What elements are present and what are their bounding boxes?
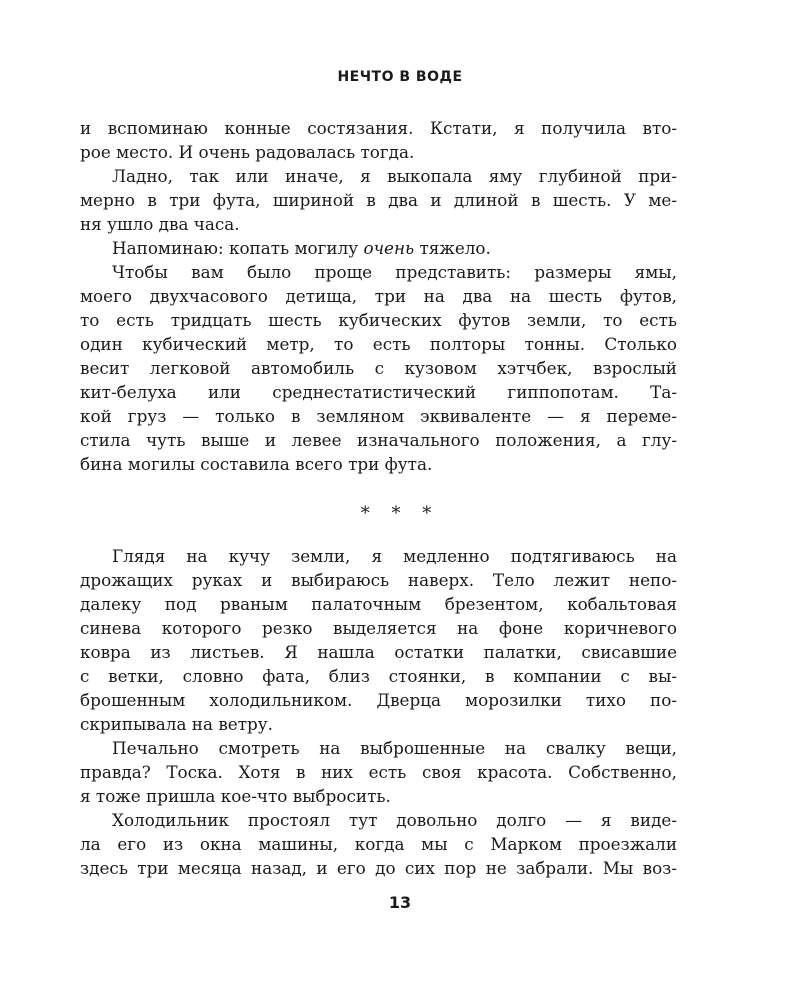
- text-line: дрожащих руках и выбираюсь наверх. Тело лежит непо-: [80, 570, 677, 590]
- text-line: ла его из окна машины, когда мы с Марком проезжали: [80, 834, 677, 854]
- running-title: НЕЧТО В ВОДЕ: [337, 69, 463, 85]
- text-line: с ветки, словно фата, близ стоянки, в компании с вы-: [80, 666, 677, 686]
- text-line: и вспоминаю конные состязания. Кстати, я получила вто-: [80, 118, 677, 138]
- text-line: Печально смотреть на выброшенные на свалку вещи,: [112, 738, 677, 758]
- text-block-2: [80, 544, 677, 880]
- text-line: бина могилы составила всего три фута.: [80, 454, 433, 474]
- page-number: 13: [388, 893, 412, 912]
- text-segment: тяжело.: [414, 238, 491, 258]
- text-line: Глядя на кучу земли, я медленно подтягиваюсь на: [112, 546, 677, 566]
- text-line: кой груз — только в земляном эквиваленте — я переме-: [80, 406, 677, 426]
- text-line: я тоже пришла кое-что выбросить.: [80, 786, 391, 806]
- text-line: Ладно, так или иначе, я выкопала яму глубиной при-: [112, 166, 677, 186]
- text-line: Чтобы вам было проще представить: размеры ямы,: [112, 262, 677, 282]
- text-segment: Напоминаю: копать могилу: [112, 238, 364, 258]
- text-line: здесь три месяца назад, и его до сих пор не забрали. Мы воз-: [80, 858, 677, 878]
- text-line: моего двухчасового детища, три на два на шесть футов,: [80, 286, 677, 306]
- text-line: скрипывала на ветру.: [80, 714, 273, 734]
- text-line: ковра из листьев. Я нашла остатки палатки, свисавшие: [80, 642, 677, 662]
- text-line: синева которого резко выделяется на фоне коричневого: [80, 618, 677, 638]
- text-line: рое место. И очень радовалась тогда.: [80, 142, 415, 162]
- text-line: [80, 236, 677, 260]
- text-line: далеку под рваным палаточным брезентом, кобальтовая: [80, 594, 677, 614]
- text-line: брошенным холодильником. Дверца морозилки тихо по-: [80, 690, 677, 710]
- text-line: стила чуть выше и левее изначального положения, а глу-: [80, 430, 677, 450]
- text-block-1: [80, 116, 677, 476]
- text-line: ня ушло два часа.: [80, 214, 240, 234]
- emphasized-word: очень: [363, 238, 415, 258]
- text-line: один кубический метр, то есть полторы тонны. Столько: [80, 334, 677, 354]
- text-line: то есть тридцать шесть кубических футов земли, то есть: [80, 310, 677, 330]
- text-line: весит легковой автомобиль с кузовом хэтчбек, взрослый: [80, 358, 677, 378]
- text-line: кит-белуха или среднестатистический гиппопотам. Та-: [80, 382, 677, 402]
- section-separator: * * *: [360, 503, 440, 524]
- text-line: мерно в три фута, шириной в два и длиной в шесть. У ме-: [80, 190, 677, 210]
- text-line: Холодильник простоял тут довольно долго — я виде-: [112, 810, 677, 830]
- text-line: правда? Тоска. Хотя в них есть своя красота. Собственно,: [80, 762, 677, 782]
